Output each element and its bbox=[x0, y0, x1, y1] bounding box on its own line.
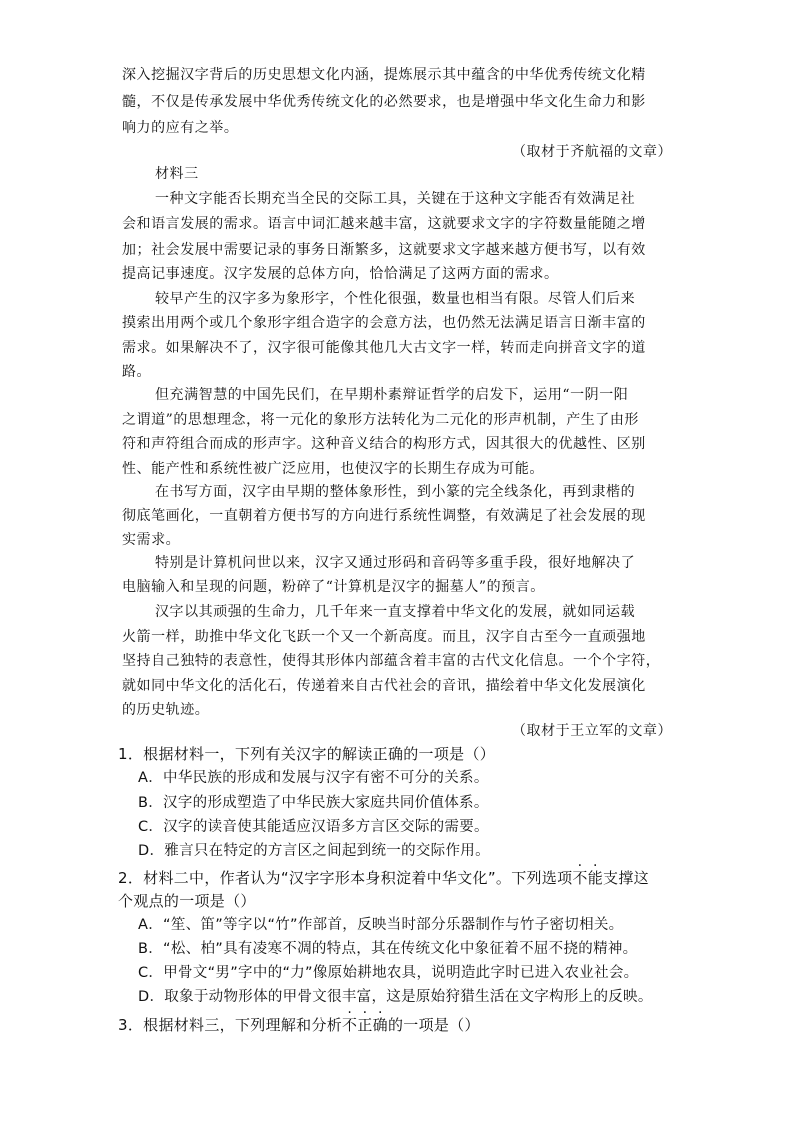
passage-line: 较早产生的汉字多为象形字，个性化很强，数量也相当有限。尽管人们后来 bbox=[155, 291, 636, 307]
passage-line: 在书写方面，汉字由早期的整体象形性，到小篆的完全线条化，再到隶楷的 bbox=[155, 484, 636, 500]
source-citation: （取材于齐航福的文章） bbox=[512, 144, 673, 160]
passage-line: 火箭一样，助推中华文化飞跃一个又一个新高度。而且，汉字自古至今一直顽强地 bbox=[122, 629, 646, 645]
passage-line: 摸索出用两个或几个象形字组合造字的会意方法，也仍然无法满足语言日渐丰富的 bbox=[122, 315, 646, 331]
question-3-stem-part: 3．根据材料三，下列理解和分析 bbox=[118, 1016, 343, 1034]
question-2-stem bbox=[118, 866, 649, 890]
question-2-option-d: D．取象于动物形体的甲骨文很丰富，这是原始狩猎生活在文字构形上的反映。 bbox=[138, 989, 653, 1005]
passage-line: 髓，不仅是传承发展中华优秀传统文化的必然要求，也是增强中华文化生命力和影 bbox=[122, 94, 646, 110]
passage-line: 响力的应有之举。 bbox=[122, 120, 239, 136]
question-2-stem-part: 2．材料二中，作者认为“汉字字形本身积淀着中华文化”。下列选项 bbox=[118, 869, 573, 887]
passage-line: 彻底笔画化，一直朝着方便书写的方向进行系统性调整，有效满足了社会发展的现 bbox=[122, 508, 646, 524]
emphasis-char: 能 bbox=[587, 869, 604, 887]
question-3-emphasis bbox=[342, 1016, 388, 1034]
question-2-option-a: A．“笙、笛”等字以“竹”作部首，反映当时部分乐器制作与竹子密切相关。 bbox=[138, 917, 624, 933]
question-1-option-d: D．雅言只在特定的方言区之间起到统一的交际作用。 bbox=[138, 843, 490, 859]
passage-line: 汉字以其顽强的生命力，几千年来一直支撑着中华文化的发展，就如同运载 bbox=[155, 604, 636, 620]
passage-line: 电脑输入和呈现的问题，粉碎了“计算机是汉字的掘墓人”的预言。 bbox=[122, 579, 545, 595]
passage-line: 的历史轨迹。 bbox=[122, 702, 210, 718]
passage-line: 加；社会发展中需要记录的事务日渐繁多，这就要求文字越来越方便书写，以有效 bbox=[122, 242, 646, 258]
passage-line: 坚持自己独特的表意性，使得其形体内部蕴含着丰富的古代文化信息。一个个字符， bbox=[122, 653, 661, 669]
passage-line: 需求。如果解决不了，汉字很可能像其他几大古文字一样，转而走向拼音文字的道 bbox=[122, 340, 646, 356]
emphasis-char: 不 bbox=[572, 869, 588, 887]
question-2-option-b: B．“松、柏”具有凌寒不凋的特点，其在传统文化中象征着不屈不挠的精神。 bbox=[138, 941, 638, 957]
passage-line: 之谓道”的思想理念，将一元化的象形方法转化为二元化的形声机制，产生了由形 bbox=[122, 412, 639, 428]
question-1-option-c: C．汉字的读音使其能适应汉语多方言区交际的需要。 bbox=[138, 819, 489, 835]
source-citation: （取材于王立军的文章） bbox=[512, 723, 673, 739]
question-1-option-a: A．中华民族的形成和发展与汉字有密不可分的关系。 bbox=[138, 770, 489, 786]
passage-line: 特别是计算机问世以来，汉字又通过形码和音码等多重手段，很好地解决了 bbox=[155, 555, 636, 571]
question-2-stem-part: 支撑这 bbox=[603, 869, 649, 887]
passage-line: 符和声符组合而成的形声字。这种音义结合的构形方式，因其很大的优越性、区别 bbox=[122, 436, 646, 452]
emphasis-char: 确 bbox=[372, 1016, 388, 1034]
passage-line: 深入挖掘汉字背后的历史思想文化内涵，提炼展示其中蕴含的中华优秀传统文化精 bbox=[122, 67, 646, 83]
passage-line: 一种文字能否长期充当全民的交际工具，关键在于这种文字能否有效满足社 bbox=[155, 191, 636, 207]
question-3-stem-part: 的一项是（） bbox=[387, 1016, 480, 1034]
question-2-option-c: C．甲骨文“男”字中的“力”像原始耕地农具，说明造此字时已进入农业社会。 bbox=[138, 965, 639, 981]
question-2-stem-line2: 个观点的一项是（） bbox=[118, 892, 256, 910]
question-1-option-b: B．汉字的形成塑造了中华民族大家庭共同价值体系。 bbox=[138, 795, 489, 811]
passage-line: 会和语言发展的需求。语言中词汇越来越丰富，这就要求文字的字符数量能随之增 bbox=[122, 216, 646, 232]
passage-line: 路。 bbox=[122, 364, 152, 380]
passage-line: 就如同中华文化的活化石，传递着来自古代社会的音讯，描绘着中华文化发展演化 bbox=[122, 678, 646, 694]
passage-line: 实需求。 bbox=[122, 532, 181, 548]
passage-line: 性、能产性和系统性被广泛应用，也使汉字的长期生存成为可能。 bbox=[122, 461, 544, 477]
emphasis-char: 正 bbox=[357, 1016, 373, 1034]
question-2-emphasis bbox=[572, 869, 603, 887]
passage-line: 提高记事速度。汉字发展的总体方向，恰恰满足了这两方面的需求。 bbox=[122, 266, 559, 282]
emphasis-char: 不 bbox=[342, 1016, 358, 1034]
section-title: 材料三 bbox=[155, 166, 199, 182]
question-3-stem bbox=[118, 1013, 480, 1037]
question-1-stem: 1．根据材料一，下列有关汉字的解读正确的一项是（） bbox=[118, 745, 496, 763]
passage-line: 但充满智慧的中国先民们，在早期朴素辩证哲学的启发下，运用“一阴一阳 bbox=[155, 387, 629, 403]
